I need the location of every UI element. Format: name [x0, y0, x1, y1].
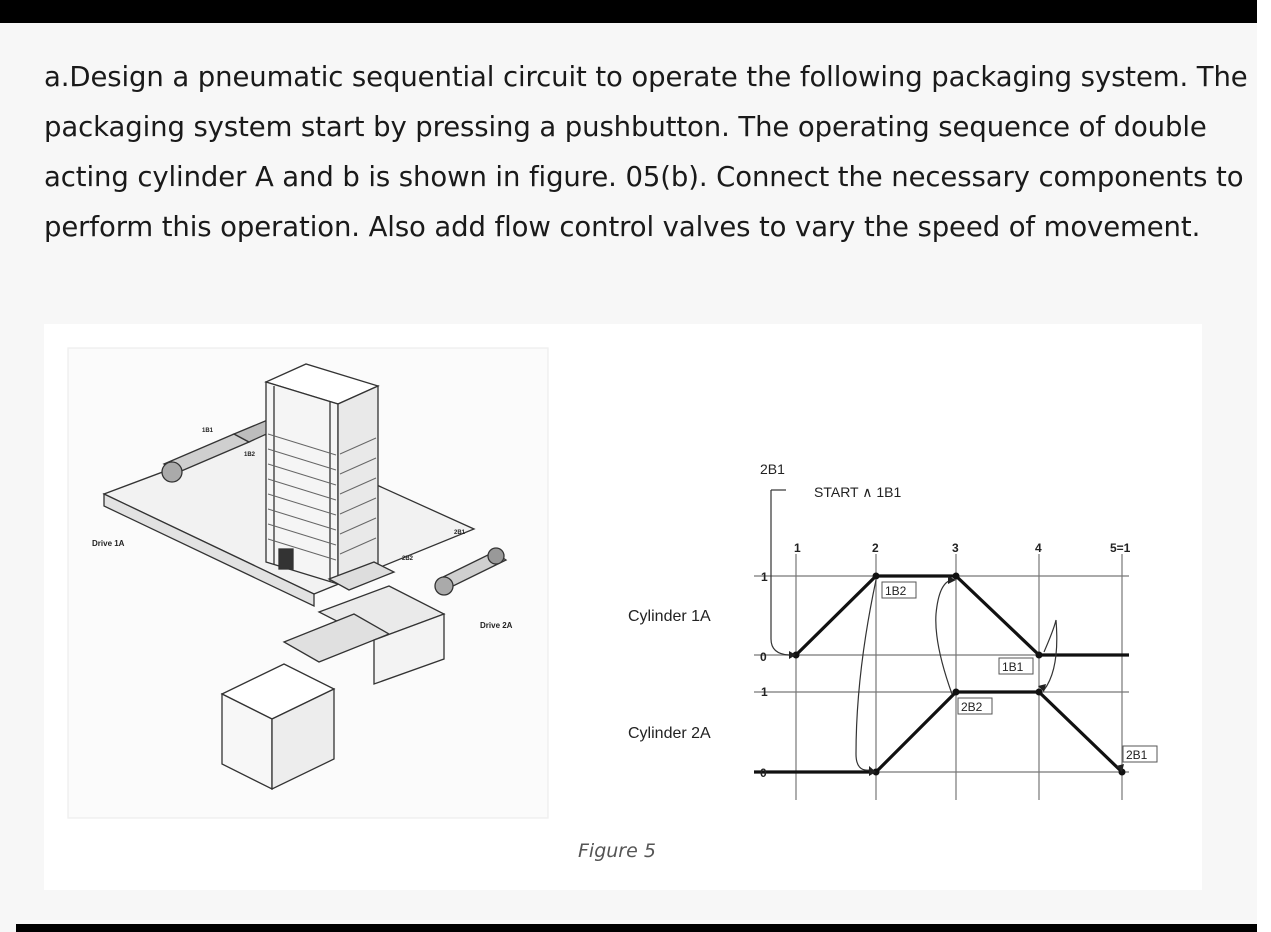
- right-edge: [1257, 0, 1271, 932]
- bottom-black-bar: [16, 924, 1257, 932]
- drive-1a-label: Drive 1A: [92, 539, 125, 548]
- top-sensor-label: 2B1: [760, 461, 785, 477]
- cyl2-level-one: 1: [761, 685, 768, 699]
- step-4-label: 4: [1035, 541, 1042, 555]
- machine-2b1-label: 2B1: [454, 530, 466, 536]
- diagram-labels: [628, 461, 1148, 780]
- cyl1-level-one: 1: [761, 570, 768, 584]
- stacking-tower: [266, 364, 378, 584]
- cyl2-level-zero: 0: [760, 766, 767, 780]
- question-text: a.Design a pneumatic sequential circuit to operate the following packaging system. The packaging system start by pressing a pushbutton. The operating sequence of double acting cylinder A and b is shown in figure. 05(b). Connect the necessary components to perform this operation. Also add flow control valves to vary the speed of movement.: [44, 61, 1248, 243]
- step-5-label: 5=1: [1110, 541, 1131, 555]
- machine-1b2-label: 1B2: [244, 452, 256, 458]
- figure-panel: [44, 324, 1202, 890]
- signal-1b2-label: 1B2: [885, 584, 907, 598]
- top-black-bar: [0, 0, 1257, 23]
- machine-2b2-label: 2B2: [402, 556, 414, 562]
- step-2-label: 2: [872, 541, 879, 555]
- cyl1-level-zero: 0: [760, 650, 767, 664]
- figure-svg: [44, 324, 1202, 890]
- signal-2b2-label: 2B2: [961, 700, 983, 714]
- packaging-machine-illustration: [68, 348, 548, 818]
- cylinder-1a-trace: [796, 576, 1129, 655]
- figure-caption: Figure 5: [578, 840, 656, 862]
- diagram-nodes: [793, 573, 1126, 776]
- cylinder-2a-trace: [754, 692, 1122, 772]
- start-condition-label: START ∧ 1B1: [814, 484, 902, 500]
- cylinder-1a-name: Cylinder 1A: [628, 608, 711, 625]
- signal-2b1-label: 2B1: [1126, 748, 1148, 762]
- displacement-step-diagram: [628, 461, 1157, 800]
- cylinder-2a-name: Cylinder 2A: [628, 725, 711, 742]
- signal-1b1-label: 1B1: [1002, 660, 1024, 674]
- drive-2a-label: Drive 2A: [480, 621, 513, 630]
- step-3-label: 3: [952, 541, 959, 555]
- step-1-label: 1: [794, 541, 801, 555]
- machine-1b1-label: 1B1: [202, 428, 214, 434]
